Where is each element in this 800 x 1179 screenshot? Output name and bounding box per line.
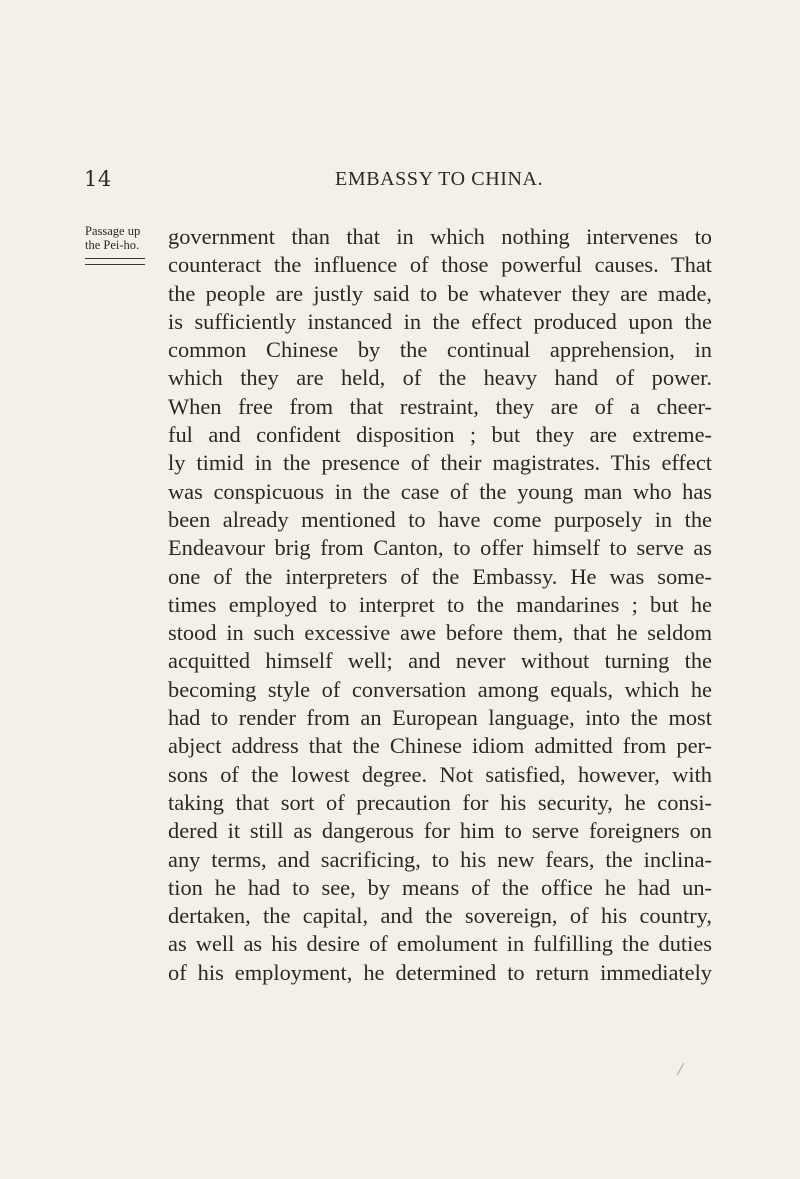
text-line: counteract the influence of those powerful causes. That bbox=[168, 252, 712, 278]
text-line: abject address that the Chinese idiom admitted from per- bbox=[168, 733, 712, 759]
running-title: EMBASSY TO CHINA. bbox=[335, 168, 544, 190]
marginal-double-rule bbox=[85, 258, 145, 265]
text-line: dered it still as dangerous for him to serve foreigners on bbox=[168, 818, 712, 844]
text-line: of his employment, he determined to return immediately bbox=[168, 959, 712, 985]
marginal-note bbox=[85, 224, 160, 252]
text-line: ful and confident disposition ; but they are extreme- bbox=[168, 422, 712, 448]
text-line: been already mentioned to have come purposely in the bbox=[168, 506, 712, 532]
text-line: sons of the lowest degree. Not satisfied, however, with bbox=[168, 761, 712, 787]
text-line: dertaken, the capital, and the sovereign, of his country, bbox=[168, 903, 712, 929]
text-line: When free from that restraint, they are of a cheer- bbox=[168, 393, 712, 419]
page-number: 14 bbox=[84, 167, 112, 191]
text-line: which they are held, of the heavy hand of power. bbox=[168, 365, 712, 391]
text-line: government than that in which nothing intervenes to bbox=[168, 224, 712, 249]
text-line: stood in such excessive awe before them, that he seldom bbox=[168, 620, 712, 646]
text-line: acquitted himself well; and never without turning the bbox=[168, 648, 712, 674]
text-line: ly timid in the presence of their magistrates. This effect bbox=[168, 450, 712, 476]
text-line: one of the interpreters of the Embassy. He was some- bbox=[168, 563, 712, 589]
text-line: times employed to interpret to the mandarines ; but he bbox=[168, 591, 712, 617]
text-line: is sufficiently instanced in the effect produced upon the bbox=[168, 308, 712, 334]
text-line: taking that sort of precaution for his security, he consi- bbox=[168, 789, 712, 815]
text-line: the people are justly said to be whatever they are made, bbox=[168, 280, 712, 306]
text-line: tion he had to see, by means of the office he had un- bbox=[168, 874, 712, 900]
text-line: becoming style of conversation among equals, which he bbox=[168, 676, 712, 702]
text-line: Endeavour brig from Canton, to offer himself to serve as bbox=[168, 535, 712, 561]
text-line: any terms, and sacrificing, to his new fears, the inclina- bbox=[168, 846, 712, 872]
text-line: was conspicuous in the case of the young man who has bbox=[168, 478, 712, 504]
body-text bbox=[168, 223, 712, 987]
marginal-note-line: Passage up bbox=[85, 224, 141, 238]
text-line: had to render from an European language, into the most bbox=[168, 705, 712, 731]
text-line: as well as his desire of emolument in fulfilling the duties bbox=[168, 931, 712, 957]
marginal-note-line: the Pei-ho. bbox=[85, 238, 140, 252]
text-line: common Chinese by the continual apprehension, in bbox=[168, 337, 712, 363]
paper-speck bbox=[677, 1063, 684, 1076]
